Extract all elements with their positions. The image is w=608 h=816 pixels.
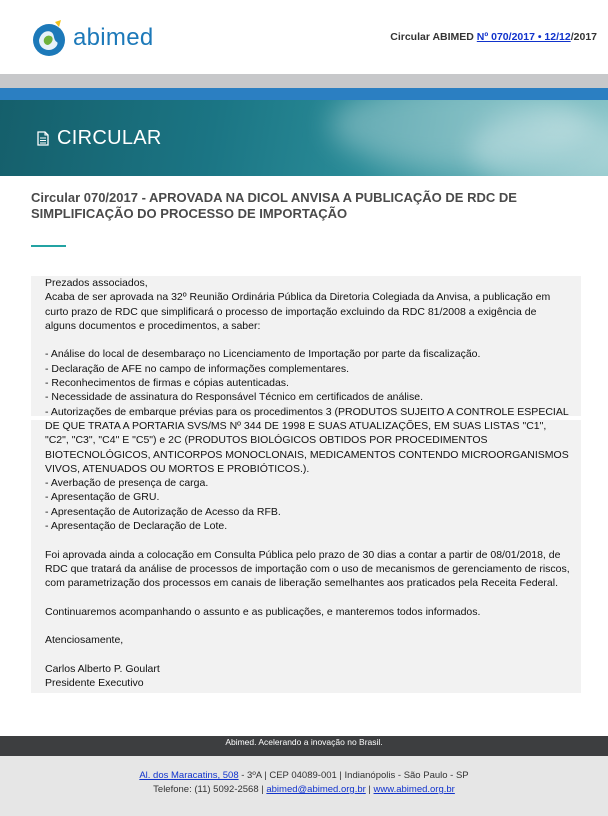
phone-text: Telefone: (11) 5092-2568 | <box>153 784 267 795</box>
abimed-logo[interactable] <box>31 18 171 62</box>
footer-contact <box>0 756 608 816</box>
followup-paragraph: Continuaremos acompanhando o assunto e as publicações, e manteremos todos informados. <box>45 605 481 618</box>
email-link[interactable]: abimed@abimed.org.br <box>266 784 366 795</box>
list-item: - Apresentação de Declaração de Lote. <box>45 520 228 533</box>
banner-title <box>37 127 162 150</box>
website-link[interactable]: www.abimed.org.br <box>373 784 455 795</box>
circular-suffix: /2017 <box>570 31 597 43</box>
list-item: - Averbação de presença de carga. <box>45 477 209 490</box>
intro-paragraph: Acaba de ser aprovada na 32º Reunião Ordinária Pública da Diretoria Colegiada da Anvisa, a publicação em curto prazo de RDC que simplificará o processo de importação excluindo da RDC 81/2008 a exigência de alguns documentos e procedimentos, a saber: <box>45 291 551 332</box>
list-item: - Declaração de AFE no campo de informações complementares. <box>45 362 350 375</box>
signer-name: Carlos Alberto P. Goulart <box>45 663 160 676</box>
footer-address <box>0 770 608 781</box>
list-item: - Reconhecimentos de firmas e cópias autenticadas. <box>45 377 289 390</box>
list-item: - Necessidade de assinatura do Responsável Técnico em certificados de análise. <box>45 391 424 404</box>
headline: Circular 070/2017 - APROVADA NA DICOL ANVISA A PUBLICAÇÃO DE RDC DE SIMPLIFICAÇÃO DO PROCESSO DE IMPORTAÇÃO <box>31 190 517 221</box>
list-item: - Apresentação de Autorização de Acesso da RFB. <box>45 505 281 518</box>
header <box>0 0 608 74</box>
closing: Atenciosamente, <box>45 634 124 647</box>
address-link[interactable]: Al. dos Maracatins, 508 <box>139 770 239 781</box>
consulta-paragraph: Foi aprovada ainda a colocação em Consulta Pública pelo prazo de 30 dias a contar a partir de 08/01/2018, de RDC que tratará da análise de processos de importação com o uso de mecanismos de gerenciamento de riscos, com parametrização dos processos em canais de liberação semelhantes aos praticados pela Receita Federal. <box>45 548 570 590</box>
address-details: - 3ºA | CEP 04089-001 | Indianópolis - São Paulo - SP <box>238 770 469 781</box>
footer-slogan-bar <box>0 736 608 756</box>
banner-title-text: CIRCULAR <box>57 127 162 149</box>
circular-prefix: Circular ABIMED <box>390 31 477 43</box>
circular-banner <box>0 100 608 176</box>
circular-number-link[interactable]: Nº 070/2017 • 12/12 <box>476 31 571 43</box>
blue-band <box>0 88 608 100</box>
footer-contact-line <box>0 784 608 795</box>
document-icon <box>37 131 49 146</box>
accent-divider <box>31 245 66 247</box>
footer-slogan: Abimed. Acelerando a inovação no Brasil. <box>225 737 383 747</box>
circular-body <box>45 276 570 691</box>
greeting: Prezados associados, <box>45 277 148 289</box>
separator: | <box>365 784 374 795</box>
list-item: - Análise do local de desembaraço no Licenciamento de Importação por parte da fiscalização. <box>45 348 481 361</box>
list-item: - Apresentação de GRU. <box>45 491 160 504</box>
circular-reference <box>390 31 597 43</box>
list-item: - Autorizações de embarque prévias para os procedimentos 3 (PRODUTOS SUJEITO A CONTROLE ESPECIAL DE QUE TRATA A PORTARIA SVS/MS Nº 344 DE 1998 E SUAS ATUALIZAÇÕES, EM SUAS LISTAS "C1", "C2", "C3", "C4" E "C5") e 2C (PRODUTOS BIOLÓGICOS OBTIDOS POR PROCEDIMENTOS BIOTECNOLÓGICOS, ANTICORPOS MONOCLONAIS, MEDICAMENTOS CONTENDO MICROORGANISMOS VIVOS, ATENUADOS OU MORTOS E PROBIÓTICOS.). <box>45 405 569 475</box>
signer-title: Presidente Executivo <box>45 677 144 690</box>
logo-globe-icon <box>31 18 71 58</box>
logo-text: abimed <box>73 24 154 51</box>
grey-band <box>0 74 608 88</box>
